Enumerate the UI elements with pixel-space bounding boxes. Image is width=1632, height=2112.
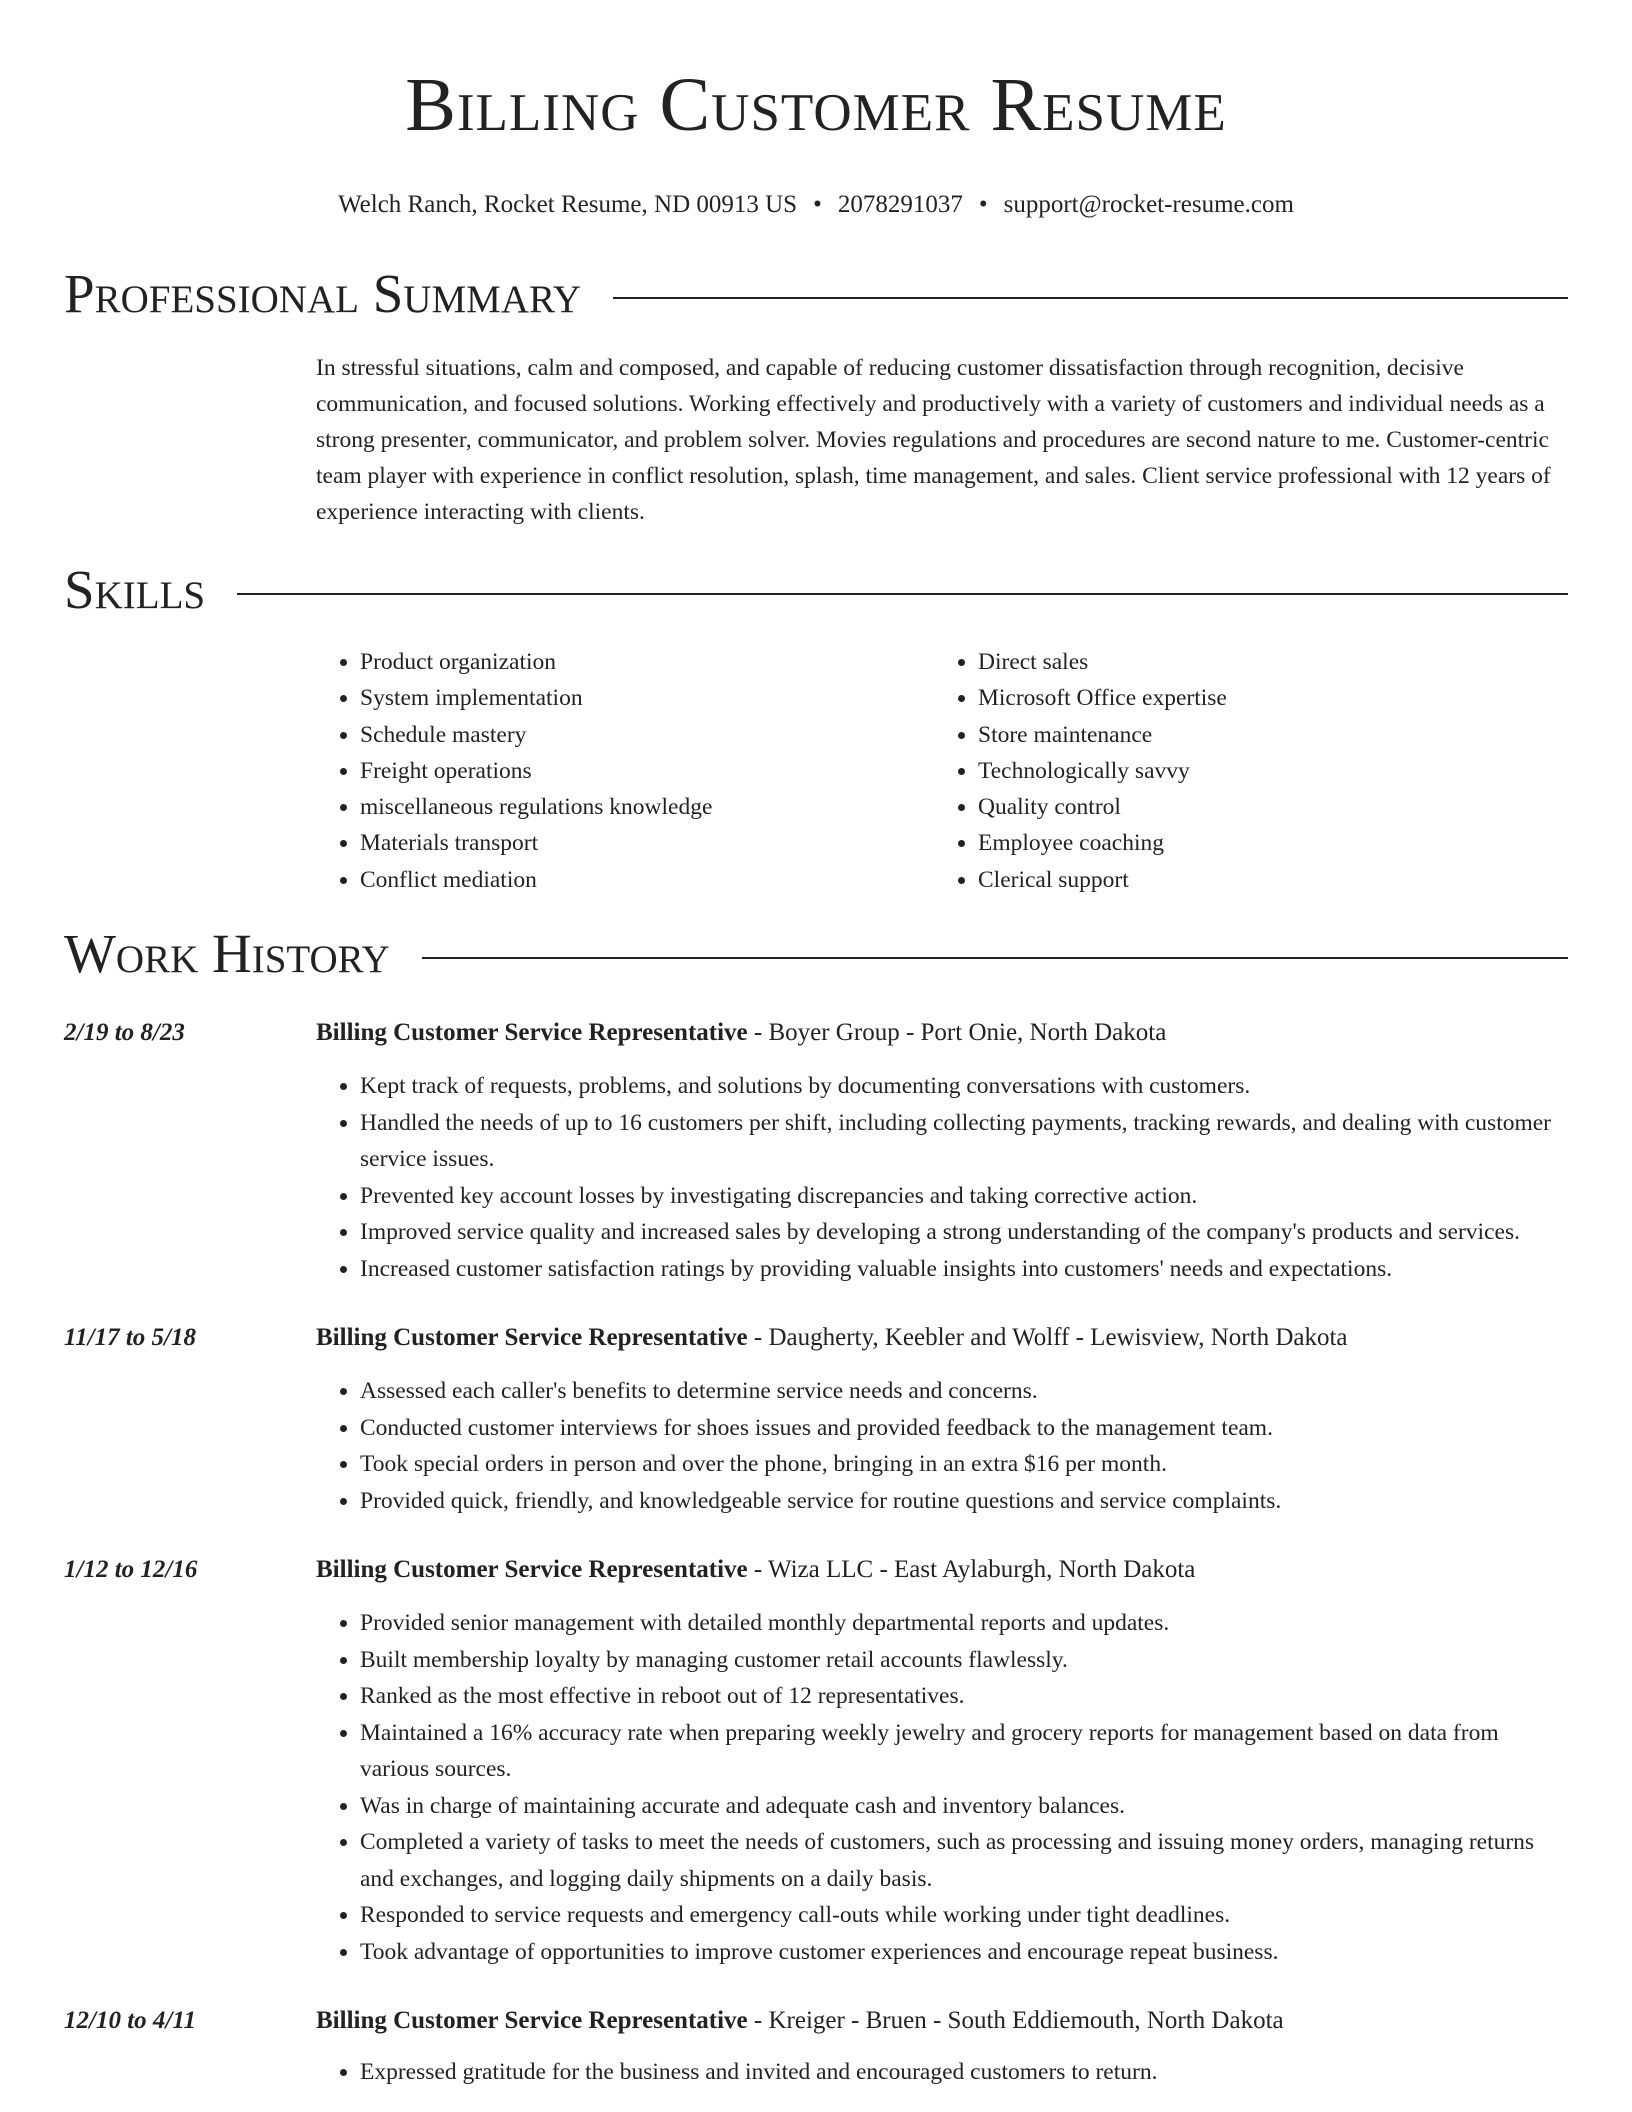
summary-heading: Professional Summary (64, 263, 582, 324)
work-heading: Work History (64, 923, 390, 985)
job-heading (316, 1016, 1568, 1050)
work-section-header (64, 924, 1568, 984)
contact-address: Welch Ranch, Rocket Resume, ND 00913 US (338, 191, 798, 218)
job-bullet: • Expressed gratitude for the business and invited and encouraged customers to return. (360, 2054, 1568, 2091)
skill-item: • Clerical support (978, 862, 1552, 898)
skill-item: • Freight operations (360, 753, 934, 789)
job-bullet: • Provided quick, friendly, and knowledgeable service for routine questions and service complaints. (360, 1483, 1568, 1520)
job-bullet: • Conducted customer interviews for shoes issues and provided feedback to the management team. (360, 1410, 1568, 1447)
job-bullet: • Took special orders in person and over the phone, bringing in an extra $16 per month. (360, 1446, 1568, 1483)
job-bullet: • Increased customer satisfaction ratings by providing valuable insights into customers' needs and expectations. (360, 1251, 1568, 1288)
skill-item: • Direct sales (978, 644, 1552, 680)
job-entry (64, 1016, 1568, 1287)
skill-item: • Schedule mastery (360, 717, 934, 753)
skills-section-header (64, 560, 1568, 620)
skill-item: • miscellaneous regulations knowledge (360, 789, 934, 825)
job-bullets (316, 1605, 1568, 1970)
section-divider (237, 593, 1568, 595)
job-employer: - Wiza LLC - East Aylaburgh, North Dakota (747, 1556, 1196, 1584)
job-bullet: • Was in charge of maintaining accurate and adequate cash and inventory balances. (360, 1788, 1568, 1825)
skills-column-left (316, 644, 934, 898)
summary-text: In stressful situations, calm and composed, and capable of reducing customer dissatisfaction through recognition, decisive communication, and focused solutions. Working effectively and productively with a variety of customers and individual needs as a strong presenter, communicator, and problem solver. Movies regulations and procedures are second nature to me. Customer-centric team player with experience in conflict resolution, splash, time management, and sales. Client service professional with 12 years of experience interacting with clients. (316, 355, 1551, 525)
job-bullets (316, 1068, 1568, 1287)
job-bullet: • Provided senior management with detailed monthly departmental reports and updates. (360, 1605, 1568, 1642)
contact-separator: • (978, 191, 988, 218)
job-bullets (316, 2054, 1568, 2091)
job-dates: 12/10 to 4/11 (64, 2007, 196, 2035)
job-employer: - Daugherty, Keebler and Wolff - Lewisview, North Dakota (747, 1324, 1348, 1352)
job-bullet: • Completed a variety of tasks to meet the needs of customers, such as processing and issuing money orders, managing returns and exchanges, and logging daily shipments on a daily basis. (360, 1824, 1568, 1897)
job-employer: - Kreiger - Bruen - South Eddiemouth, North Dakota (747, 2007, 1284, 2035)
job-bullet: • Took advantage of opportunities to improve customer experiences and encourage repeat business. (360, 1934, 1568, 1971)
job-dates: 1/12 to 12/16 (64, 1556, 198, 1584)
job-role: Billing Customer Service Representative (316, 1019, 748, 1047)
job-entry (64, 1553, 1568, 1970)
job-bullet: • Kept track of requests, problems, and solutions by documenting conversations with customers. (360, 1068, 1568, 1105)
skill-item: • Microsoft Office expertise (978, 680, 1552, 716)
skill-item: • Employee coaching (978, 825, 1552, 861)
job-bullet: • Built membership loyalty by managing customer retail accounts flawlessly. (360, 1642, 1568, 1679)
skill-item: • Conflict mediation (360, 862, 934, 898)
skills-heading: Skills (64, 559, 206, 620)
job-bullet: • Handled the needs of up to 16 customers per shift, including collecting payments, tracking rewards, and dealing with customer service issues. (360, 1105, 1568, 1178)
job-heading (316, 1321, 1568, 1355)
job-role: Billing Customer Service Representative (316, 2007, 748, 2035)
job-role: Billing Customer Service Representative (316, 1556, 748, 1584)
job-entry (64, 2004, 1568, 2091)
skill-item: • Quality control (978, 789, 1552, 825)
skills-column-right (934, 644, 1552, 898)
job-bullet: • Assessed each caller's benefits to determine service needs and concerns. (360, 1373, 1568, 1410)
job-heading (316, 1553, 1568, 1587)
job-bullet: • Ranked as the most effective in reboot out of 12 representatives. (360, 1678, 1568, 1715)
job-employer: - Boyer Group - Port Onie, North Dakota (747, 1019, 1167, 1047)
skill-item: • Product organization (360, 644, 934, 680)
job-entry (64, 1321, 1568, 1519)
skill-item: • Materials transport (360, 825, 934, 861)
job-bullet: • Maintained a 16% accuracy rate when preparing weekly jewelry and grocery reports for management based on data from various sources. (360, 1715, 1568, 1788)
skills-list (316, 644, 1568, 898)
section-divider (613, 297, 1568, 299)
job-bullet: • Prevented key account losses by investigating discrepancies and taking corrective action. (360, 1178, 1568, 1215)
job-bullet: • Improved service quality and increased sales by developing a strong understanding of the company's products and services. (360, 1214, 1568, 1251)
job-dates: 11/17 to 5/18 (64, 1324, 196, 1352)
job-heading (316, 2004, 1568, 2038)
job-bullets (316, 1373, 1568, 1519)
resume-title: Billing Customer Resume (405, 63, 1227, 147)
contact-email: support@rocket-resume.com (1003, 191, 1294, 218)
contact-separator: • (813, 191, 822, 218)
skill-item: • Technologically savvy (978, 753, 1552, 789)
contact-phone: 2078291037 (837, 191, 963, 218)
summary-section-header (64, 264, 1568, 324)
skill-item: • Store maintenance (978, 717, 1552, 753)
job-dates: 2/19 to 8/23 (64, 1019, 185, 1047)
job-role: Billing Customer Service Representative (316, 1324, 748, 1352)
job-bullet: • Responded to service requests and emergency call-outs while working under tight deadlines. (360, 1897, 1568, 1934)
skill-item: • System implementation (360, 680, 934, 716)
contact-line (64, 190, 1568, 220)
section-divider (422, 957, 1568, 959)
